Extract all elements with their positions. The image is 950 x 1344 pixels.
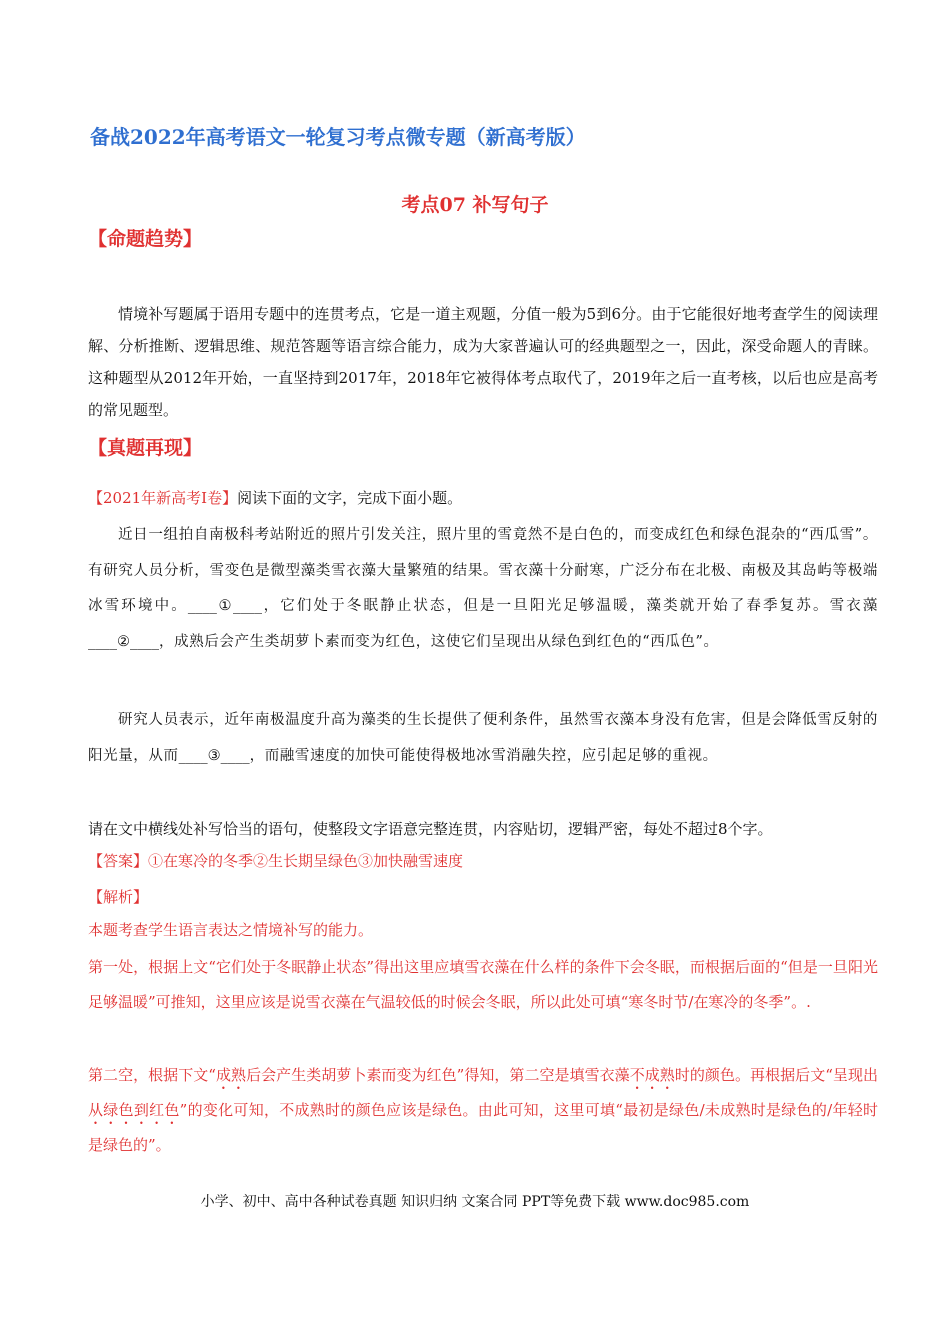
passage-1-part-c: ，成熟后会产生类胡萝卜素而变为红色，这使它们呈现出从绿色到红色的“西瓜色”。: [159, 633, 719, 650]
analysis-2-part-b: 后会产生类胡萝卜素而变为红色”得知，第二空是填雪衣藻: [246, 1066, 630, 1084]
analysis-2-part-c: 时的颜色。再根据后文“呈现出: [674, 1066, 879, 1084]
passage-paragraph-1: [88, 518, 878, 660]
passage-2-part-b: ，而融雪速度的加快可能使得极地冰雪消融失控，应引起足够的重视。: [249, 747, 718, 764]
emphasis-immature: 不成熟: [629, 1066, 675, 1084]
analysis-point-2: [88, 1058, 878, 1163]
passage-1-part-b: ，它们处于冬眠静止状态，但是一旦阳光足够温暖，藻类就开始了春季复苏。雪衣藻: [262, 598, 879, 614]
analysis-label: 【解析】: [88, 888, 149, 906]
analysis-2-part-d: ”的变化可知，不成熟时的颜色应该是绿色。由此可知，这里可填“最初是绿色/未成熟时是绿色的/年轻时是绿色的”。: [88, 1101, 878, 1154]
page-footer: 小学、初中、高中各种试卷真题 知识归纳 文案合同 PPT等免费下载 www.doc985.com: [200, 1194, 750, 1210]
blank-1: ____①____: [187, 598, 263, 614]
section-heading-trend: 【命题趋势】: [88, 228, 203, 250]
blank-3: ____③____: [178, 747, 250, 764]
document-title: 备战2022年高考语文一轮复习考点微专题（新高考版）: [90, 125, 586, 149]
passage-paragraph-2: [88, 703, 878, 774]
analysis-intro: 本题考查学生语言表达之情境补写的能力。: [88, 921, 374, 939]
question-text: 请在文中横线处补写恰当的语句，使整段文字语意完整连贯，内容贴切，逻辑严密，每处不超过8个字。: [88, 820, 773, 838]
emphasis-green-to-red: 从绿色到红色: [88, 1101, 180, 1119]
trend-paragraph: 情境补写题属于语用专题中的连贯考点，它是一道主观题，分值一般为5到6分。由于它能很好地考查学生的阅读理解、分析推断、逻辑思维、规范答题等语言综合能力，成为大家普遍认可的经典题型之一，因此，深受命题人的青睐。这种题型从2012年开始，一直坚持到2017年，2018年它被得体考点取代了，2019年之后一直考核，以后也应是高考的常见题型。: [88, 305, 878, 419]
answer-line: 【答案】①在寒冷的冬季②生长期呈绿色③加快融雪速度: [88, 852, 464, 870]
passage-2-part-a: 研究人员表示，近年南极温度升高为藻类的生长提供了便利条件，虽然雪衣藻本身没有危害，但是会降低雪反射的阳光量，从而: [88, 712, 878, 764]
analysis-2-part-a: 第二空，根据下文“: [88, 1066, 216, 1084]
exam-instruction: 阅读下面的文字，完成下面小题。: [237, 489, 463, 507]
analysis-point-1: 第一处，根据上文“它们处于冬眠静止状态”得出这里应填雪衣藻在什么样的条件下会冬眠，而根据后面的“但是一旦阳光足够温暖”可推知，这里应该是说雪衣藻在气温较低的时候会冬眠，所以此处可填“寒冬时节/在寒冷的冬季”。.: [88, 958, 878, 1011]
exam-source-tag: 【2021年新高考Ⅰ卷】: [88, 489, 238, 507]
passage-1-part-a: 近日一组拍自南极科考站附近的照片引发关注，照片里的雪竟然不是白色的，而变成红色和绿色混杂的“西瓜雪”。有研究人员分析，雪变色是微型藻类雪衣藻大量繁殖的结果。雪衣藻十分耐寒，广泛分布在北极、南极及其岛屿等极端冰雪环境中。: [88, 527, 878, 614]
blank-2: ____②____: [88, 633, 159, 650]
topic-subtitle: 考点07 补写句子: [401, 194, 549, 216]
exam-source-line: [88, 482, 878, 514]
section-heading-real-exam: 【真题再现】: [88, 437, 203, 459]
emphasis-mature: 成熟: [215, 1066, 247, 1084]
